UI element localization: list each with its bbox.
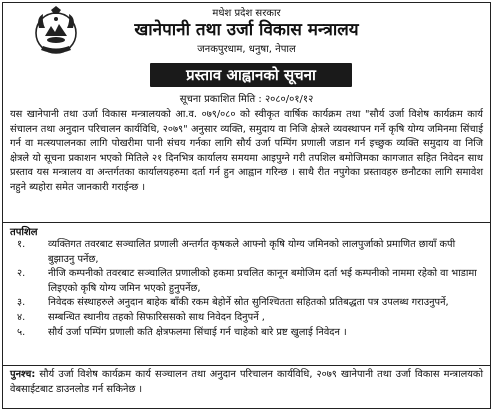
- postscript-text: सौर्य उर्जा विशेष कार्यक्रम कार्य सञ्चालन तथा अनुदान परिचालन कार्यविधि, २०७९ खानेपानी तथा उर्जा विकास मन्त्रालयको वेबसाईटबाट डाउनलोड गर्न सकिनेछ ।: [10, 369, 483, 395]
- postscript-heading: पुनश्च:: [10, 369, 36, 380]
- list-item-number: ५.: [17, 326, 26, 338]
- list-item: [10, 326, 483, 341]
- publication-date-value: २०८०/०१/१२: [264, 94, 314, 105]
- section-title: तपशिल: [10, 227, 38, 238]
- list-item-text: निवेदक संस्थाहरुले अनुदान बाहेक बाँकी रकम बेहोर्ने स्रोत सुनिश्चितता सहितको प्रतिबद्धता पत्र उपलब्ध गराउनुपर्ने,: [48, 297, 449, 309]
- requirements-list: [10, 238, 483, 340]
- ministry-name: खानेपानी तथा उर्जा विकास मन्त्रालय: [134, 20, 359, 40]
- notice-body-text: यस खानेपानी तथा उर्जा विकास मन्त्रालयको आ.व. ०७९/०८० को स्वीकृत वार्षिक कार्यक्रम तथा "सौर्य उर्जा विशेष कार्यक्रम कार्य संचालन तथा अनुदान परिचालन कार्यविधि, २०७९" अनुसार व्यक्ति, समुदाय वा निजि क्षेत्रले व्यवस्थापन गर्ने कृषि योग्य जमिनमा सिंचाई गर्न वा मत्स्यपालनका लागि पोखरीमा पानी संचय गर्नका लागि सौर्य उर्जा पम्पिंग प्रणाली जडान गर्न इच्छुक व्यक्ति समुदाय वा निजि क्षेत्रले यो सूचना प्रकाशन भएको मितिले २१ दिनभित्र कार्यालय समयमा आइपुग्ने गरी तपशिल बमोजिमका कागजात सहित निवेदन साथ प्रस्ताव यस मन्त्रालय वा अन्तर्गतका कार्यालयहरुमा दर्ता गर्न हुन आह्वान गरिन्छ । साथै रीत नपुगेका प्रस्तावहरु छनौटका लागि समावेश नहुने ब्यहोरा समेत जानकारी गराईन्छ ।: [10, 109, 483, 193]
- section-divider-top: [3, 222, 490, 223]
- list-item-number: ३.: [17, 297, 26, 309]
- list-item: [10, 296, 483, 311]
- publication-date-label: सूचना प्रकाशित मिति :: [179, 94, 262, 105]
- list-item-text: व्यक्तिगत तवरबाट सञ्चालित प्रणाली अन्तर्गत कृषकले आफ्नो कृषि योग्य जमिनको लालपुर्जाको प्रमाणित छायाँ कपी बुझाउनु पर्नेछ,: [48, 239, 456, 265]
- ministry-location: जनकपुरधाम, धनुषा, नेपाल: [197, 44, 296, 55]
- list-item-text: सम्बन्धित स्थानीय तहको सिफारिससको साथ निवेदन दिनुपर्ने ,: [48, 311, 265, 323]
- list-item-number: २.: [17, 268, 26, 280]
- postscript-note: [10, 368, 483, 397]
- list-item: [10, 238, 483, 267]
- list-item-number: ४.: [17, 311, 26, 323]
- list-item: [10, 311, 483, 326]
- publication-date-line: [0, 91, 493, 105]
- list-item-number: १.: [17, 239, 26, 250]
- list-item: [10, 267, 483, 296]
- province-name: मधेश प्रदेश सरकार: [212, 8, 281, 19]
- list-item-text: नीजि कम्पनीको तवरबाट सञ्चालित प्रणालीको हकमा प्रचलित कानून बमोजिम दर्ता भई कम्पनीको नाममा रहेको वा भाडामा लिइएको कृषि योग्य जमिन भएको हुनुपर्नेछ,: [48, 268, 477, 294]
- section-divider-bottom: [3, 365, 490, 366]
- notice-title-banner: प्रस्ताव आह्वानको सूचना: [150, 63, 352, 87]
- list-item-text: सौर्य उर्जा पम्पिंग प्रणाली कति क्षेत्रफलमा सिंचाई गर्न चाहेको बारे प्रष्ट खुलाई निवेदन ।: [48, 326, 347, 338]
